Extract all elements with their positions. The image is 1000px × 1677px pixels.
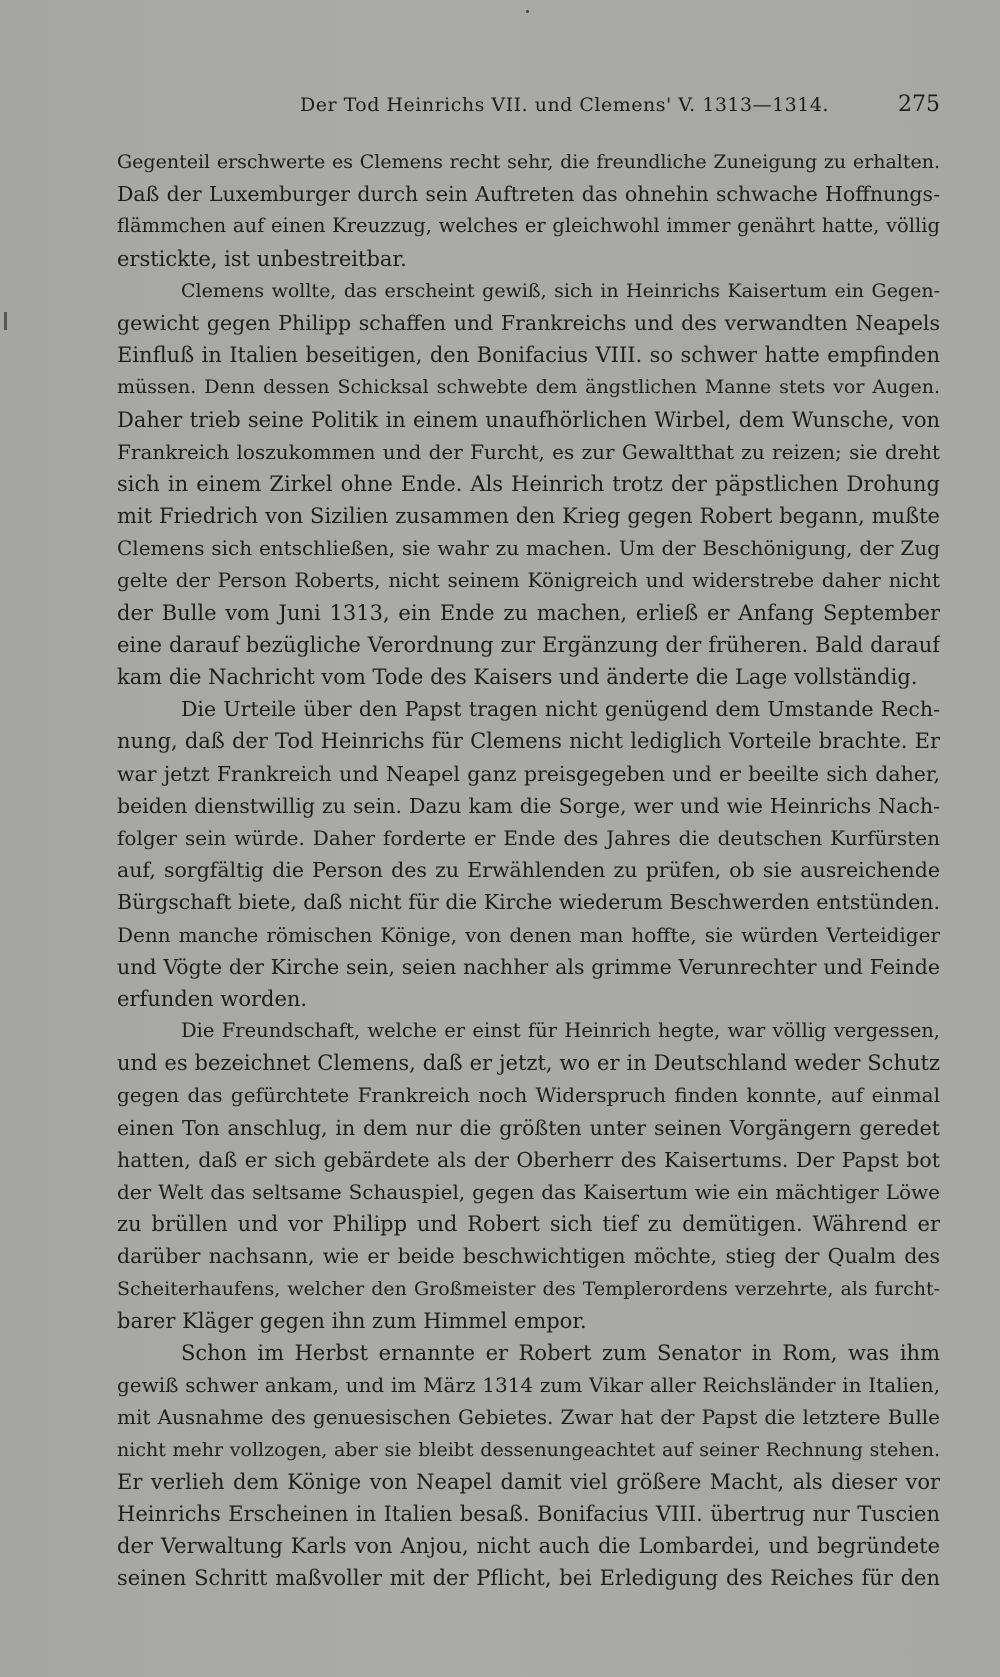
running-head-title: Der Tod Heinrichs VII. und Clemens' V. 1313—1314. xyxy=(300,94,829,116)
text-line: war jetzt Frankreich und Neapel ganz preisgegeben und er beeilte sich daher, xyxy=(117,761,940,786)
body-text xyxy=(117,146,940,1594)
text-line: Clemens sich entschließen, sie wahr zu machen. Um der Beschönigung, der Zug xyxy=(117,536,940,561)
text-line: und Vögte der Kirche sein, seien nachher als grimme Verunrechter und Feinde xyxy=(117,954,940,979)
text-line: Die Freundschaft, welche er einst für Heinrich hegte, war völlig vergessen, xyxy=(181,1019,940,1043)
text-line: gewiß schwer ankam, und im März 1314 zum Vikar aller Reichsländer in Italien, xyxy=(117,1373,940,1398)
text-line: Heinrichs Erscheinen in Italien besaß. Bonifacius VIII. übertrug nur Tuscien xyxy=(117,1501,940,1526)
text-line: gelte der Person Roberts, nicht seinem Königreich und widerstrebe daher nicht xyxy=(117,568,940,593)
text-line: erfunden worden. xyxy=(117,986,308,1011)
running-head xyxy=(120,90,940,126)
text-line: müssen. Denn dessen Schicksal schwebte dem ängstlichen Manne stets vor Augen. xyxy=(117,376,940,399)
text-line: Bürgschaft biete, daß nicht für die Kirche wiederum Beschwerden entstünden. xyxy=(117,890,940,915)
text-line: folger sein würde. Daher forderte er Ende des Jahres die deutschen Kurfürsten xyxy=(117,825,940,850)
text-line: Schon im Herbst ernannte er Robert zum Senator in Rom, was ihm xyxy=(181,1340,940,1365)
text-line: Clemens wollte, das erscheint gewiß, sich in Heinrichs Kaisertum ein Gegen- xyxy=(181,279,940,302)
text-line: Scheiterhaufens, welcher den Großmeister des Templerordens verzehrte, als furcht- xyxy=(117,1277,940,1300)
text-line: auf, sorgfältig die Person des zu Erwählenden zu prüfen, ob sie ausreichende xyxy=(117,858,940,883)
text-line: und es bezeichnet Clemens, daß er jetzt, wo er in Deutschland weder Schutz xyxy=(117,1051,940,1076)
text-line: nung, daß der Tod Heinrichs für Clemens nicht lediglich Vorteile brachte. Er xyxy=(117,729,940,754)
text-line: erstickte, ist unbestreitbar. xyxy=(117,246,407,271)
text-line: Er verlieh dem Könige von Neapel damit viel größere Macht, als dieser vor xyxy=(117,1469,940,1494)
text-line: beiden dienstwillig zu sein. Dazu kam die Sorge, wer und wie Heinrichs Nach- xyxy=(117,793,940,818)
text-line: kam die Nachricht vom Tode des Kaisers und änderte die Lage vollständig. xyxy=(117,665,918,689)
text-line: hatten, daß er sich gebärdete als der Oberherr des Kaisertums. Der Papst bot xyxy=(117,1147,940,1172)
text-line: einen Ton anschlug, in dem nur die größten unter seinen Vorgängern geredet xyxy=(117,1115,940,1140)
binding-edge-mark xyxy=(4,312,7,330)
text-line: nicht mehr vollzogen, aber sie bleibt dessenungeachtet auf seiner Rechnung stehen. xyxy=(117,1438,940,1461)
text-line: mit Ausnahme des genuesischen Gebietes. Zwar hat der Papst die letztere Bulle xyxy=(117,1405,940,1430)
text-line: mit Friedrich von Sizilien zusammen den Krieg gegen Robert begann, mußte xyxy=(117,504,940,529)
text-line: Die Urteile über den Papst tragen nicht genügend dem Umstande Rech- xyxy=(181,697,940,722)
text-line: Gegenteil erschwerte es Clemens recht sehr, die freundliche Zuneigung zu erhalten. xyxy=(117,151,940,173)
text-line: Frankreich loszukommen und der Furcht, es zur Gewaltthat zu reizen; sie dreht xyxy=(117,439,940,464)
text-line: darüber nachsann, wie er beide beschwichtigen möchte, stieg der Qualm des xyxy=(117,1244,940,1269)
text-line: gewicht gegen Philipp schaffen und Frankreichs und des verwandten Neapels xyxy=(117,310,940,335)
text-line: Einfluß in Italien beseitigen, den Bonifacius VIII. so schwer hatte empfinden xyxy=(117,343,940,368)
text-line: der Verwaltung Karls von Anjou, nicht auch die Lombardei, und begründete xyxy=(117,1534,940,1559)
page-number: 275 xyxy=(898,92,940,117)
text-line: flämmchen auf einen Kreuzzug, welches er gleichwohl immer genährt hatte, völlig xyxy=(117,214,940,238)
text-line: Daher trieb seine Politik in einem unaufhörlichen Wirbel, dem Wunsche, von xyxy=(117,407,940,432)
text-line: der Welt das seltsame Schauspiel, gegen das Kaisertum wie ein mächtiger Löwe xyxy=(117,1180,940,1204)
text-line: der Bulle vom Juni 1313, ein Ende zu machen, erließ er Anfang September xyxy=(117,600,940,625)
text-line: sich in einem Zirkel ohne Ende. Als Heinrich trotz der päpstlichen Drohung xyxy=(117,471,940,496)
text-line: zu brüllen und vor Philipp und Robert sich tief zu demütigen. Während er xyxy=(117,1212,940,1237)
page-speck xyxy=(526,10,529,13)
text-line: Denn manche römischen Könige, von denen man hoffte, sie würden Verteidiger xyxy=(117,922,940,947)
text-line: eine darauf bezügliche Verordnung zur Ergänzung der früheren. Bald darauf xyxy=(117,632,940,657)
text-line: gegen das gefürchtete Frankreich noch Widerspruch finden konnte, auf einmal xyxy=(117,1083,940,1108)
text-line: Daß der Luxemburger durch sein Auftreten das ohnehin schwache Hoffnungs- xyxy=(117,182,940,207)
text-line: barer Kläger gegen ihn zum Himmel empor. xyxy=(117,1308,587,1333)
text-line: seinen Schritt maßvoller mit der Pflicht, bei Erledigung des Reiches für den xyxy=(117,1566,940,1591)
